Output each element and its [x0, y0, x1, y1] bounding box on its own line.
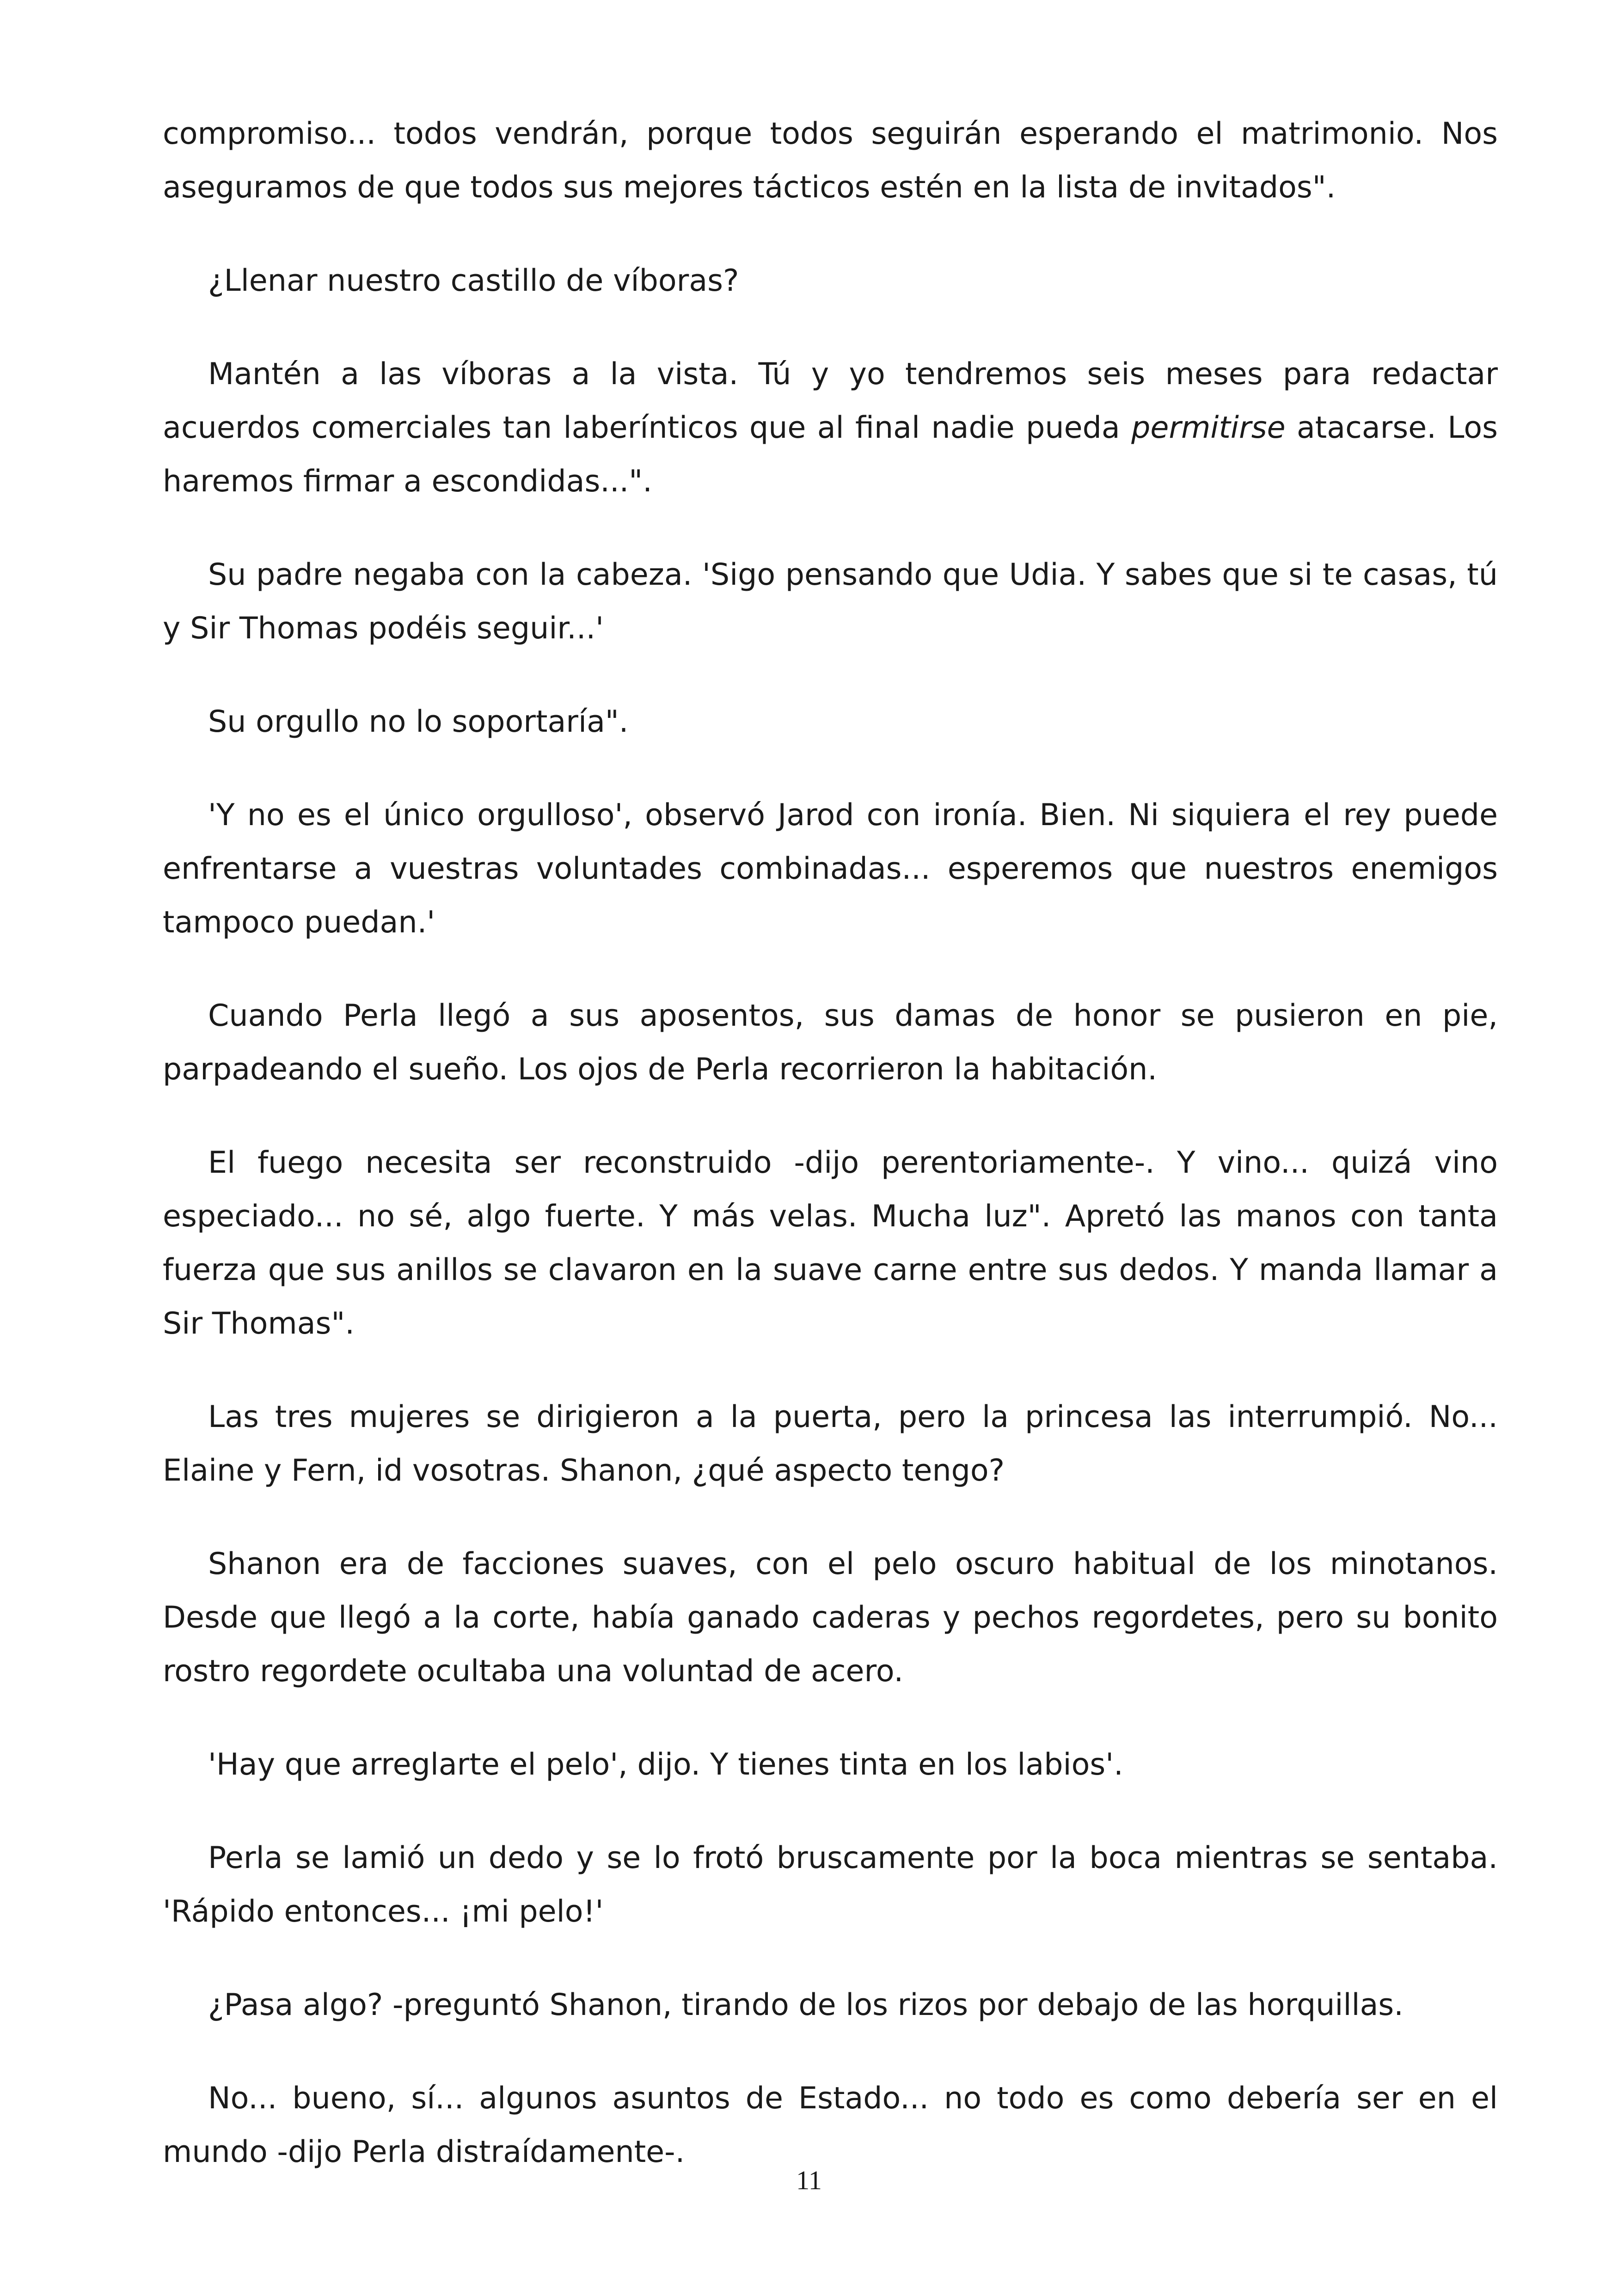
paragraph: 'Y no es el único orgulloso', observó Jarod con ironía. Bien. Ni siquiera el rey puede enfrentarse a vuestras voluntades combinadas... esperemos que nuestros enemigos tampoco puedan.' [163, 798, 1498, 940]
emphasized-word: permitirse [1131, 410, 1286, 445]
body-text [163, 107, 1498, 2179]
paragraph: No... bueno, sí... algunos asuntos de Estado... no todo es como debería ser en el mundo -dijo Perla distraídamente-. [163, 2081, 1498, 2169]
paragraph: ¿Llenar nuestro castillo de víboras? [208, 263, 739, 298]
paragraph: El fuego necesita ser reconstruido -dijo perentoriamente-. Y vino... quizá vino especiado... no sé, algo fuerte. Y más velas. Mucha luz". Apretó las manos con tanta fuerza que sus anillos se clavaron en la suave carne entre sus dedos. Y manda llamar a Sir Thomas". [163, 1145, 1498, 1341]
paragraph: Cuando Perla llegó a sus aposentos, sus damas de honor se pusieron en pie, parpadeando el sueño. Los ojos de Perla recorrieron la habitación. [163, 998, 1498, 1087]
paragraph: Las tres mujeres se dirigieron a la puerta, pero la princesa las interrumpió. No... Elaine y Fern, id vosotras. Shanon, ¿qué aspecto tengo? [163, 1400, 1498, 1488]
paragraph: ¿Pasa algo? -preguntó Shanon, tirando de los rizos por debajo de las horquillas. [208, 1988, 1403, 2022]
paragraph: Su padre negaba con la cabeza. 'Sigo pensando que Udia. Y sabes que si te casas, tú y Sir Thomas podéis seguir...' [163, 557, 1498, 646]
paragraph: Mantén a las víboras a la vista. Tú y yo tendremos seis meses para redactar acuerdos comerciales tan laberínticos que al final nadie pueda permitirse atacarse. Los haremos firmar a escondidas...". [163, 357, 1498, 499]
paragraph: Su orgullo no lo soportaría". [208, 704, 629, 739]
paragraph: 'Hay que arreglarte el pelo', dijo. Y tienes tinta en los labios'. [208, 1747, 1123, 1782]
paragraph: Shanon era de facciones suaves, con el pelo oscuro habitual de los minotanos. Desde que llegó a la corte, había ganado caderas y pechos regordetes, pero su bonito rostro regordete ocultaba una voluntad de acero. [163, 1547, 1498, 1689]
page-number: 11 [796, 2165, 822, 2195]
paragraph: compromiso... todos vendrán, porque todos seguirán esperando el matrimonio. Nos aseguramos de que todos sus mejores tácticos estén en la lista de invitados". [163, 116, 1498, 205]
paragraph: Perla se lamió un dedo y se lo frotó bruscamente por la boca mientras se sentaba. 'Rápido entonces... ¡mi pelo!' [163, 1841, 1498, 1929]
